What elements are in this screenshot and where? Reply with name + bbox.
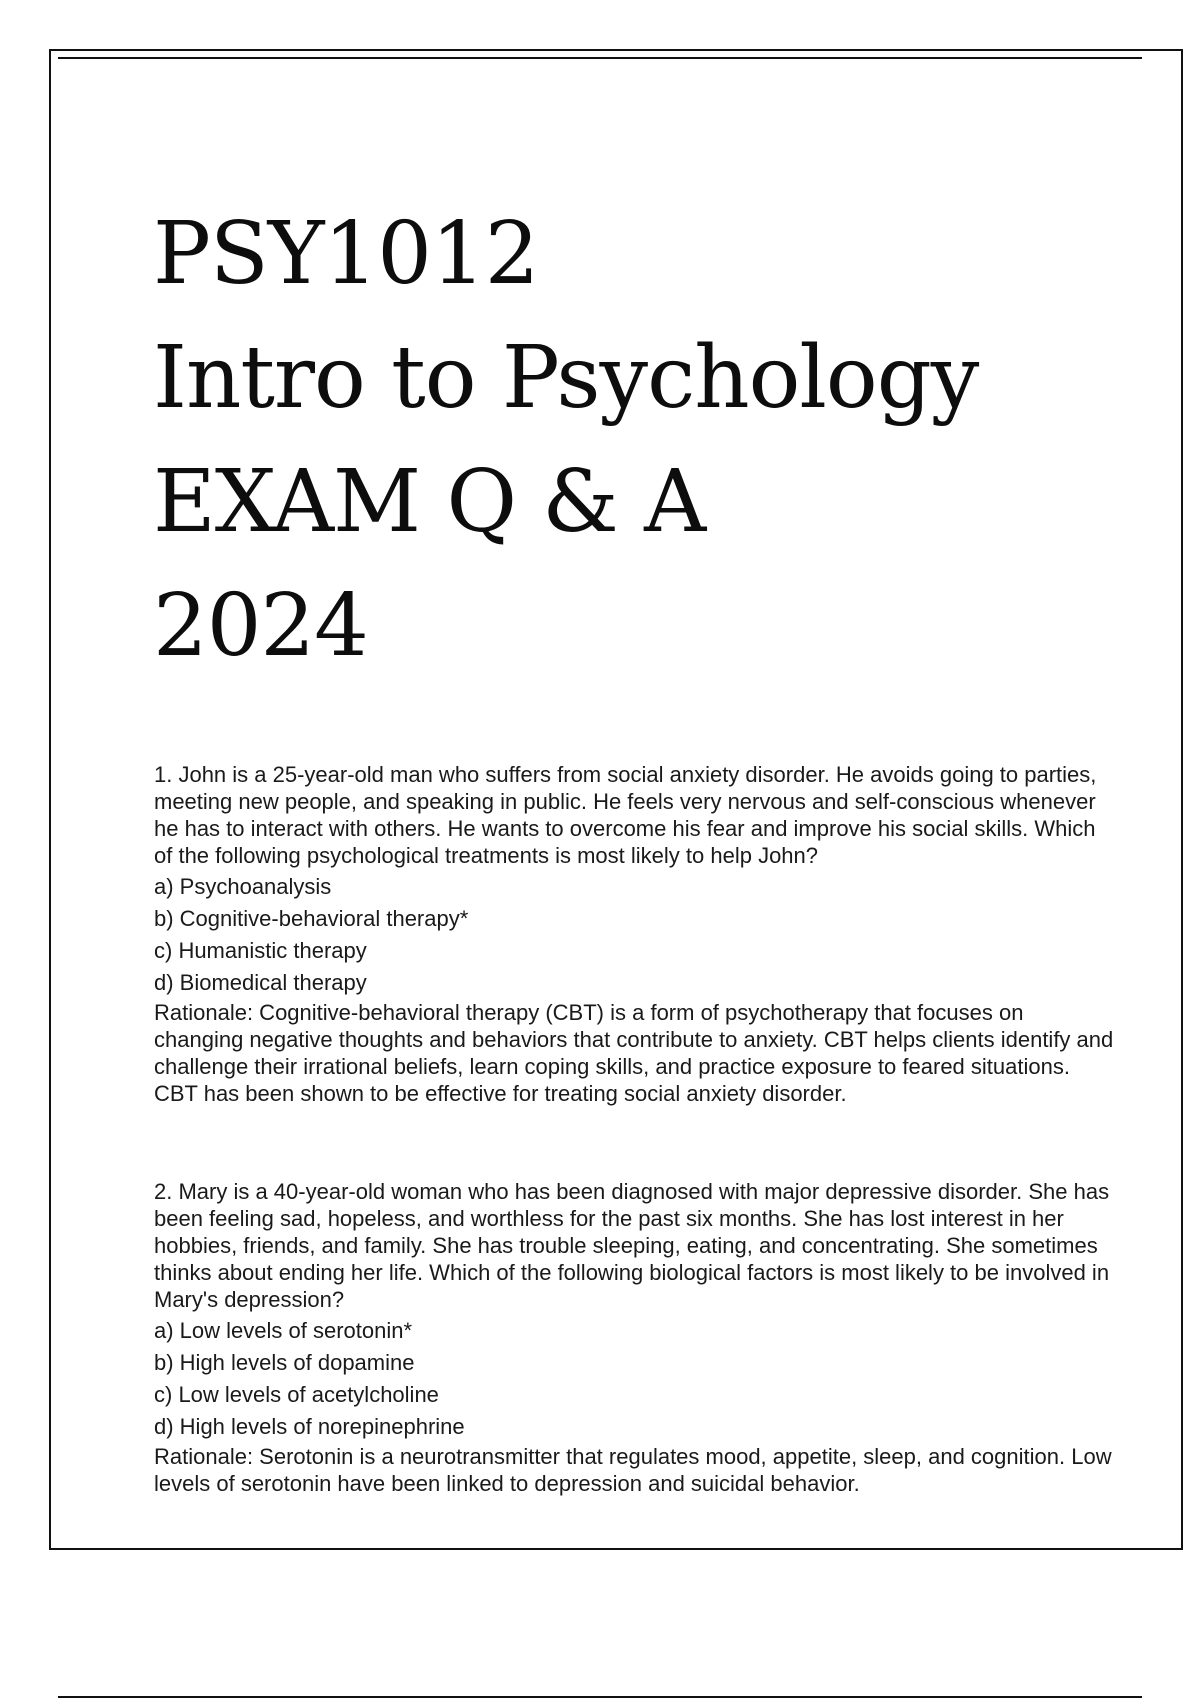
question-2-rationale: Rationale: Serotonin is a neurotransmitter that regulates mood, appetite, sleep, and cognition. Low levels of serotonin have been linked to depression and suicidal behavior. (154, 1444, 1112, 1496)
question-2-option-c: c) Low levels of acetylcholine (154, 1382, 439, 1407)
title-line-course-code: PSY1012 (153, 204, 539, 304)
question-1 (154, 761, 1114, 1107)
document-title (153, 192, 978, 688)
question-2-stem: 2. Mary is a 40-year-old woman who has been diagnosed with major depressive disorder. She has been feeling sad, hopeless, and worthless for the past six months. She has lost interest in her hobbies, friends, and family. She has trouble sleeping, eating, and concentrating. She sometimes thinks about ending her life. Which of the following biological factors is most likely to be involved in Mary's depression? (154, 1179, 1110, 1312)
question-1-option-d: d) Biomedical therapy (154, 970, 367, 995)
question-1-stem: 1. John is a 25-year-old man who suffers from social anxiety disorder. He avoids going to parties, meeting new people, and speaking in public. He feels very nervous and self-conscious whenever he has to interact with others. He wants to overcome his fear and improve his social skills. Which of the following psychological treatments is most likely to help John? (154, 762, 1097, 868)
question-1-option-b: b) Cognitive-behavioral therapy* (154, 906, 469, 931)
bottom-divider (58, 1696, 1142, 1698)
question-2 (154, 1178, 1114, 1497)
question-1-rationale: Rationale: Cognitive-behavioral therapy (CBT) is a form of psychotherapy that focuses on changing negative thoughts and behaviors that contribute to anxiety. CBT helps clients identify and challenge their irrational beliefs, learn coping skills, and practice exposure to feared situations. CBT has been shown to be effective for treating social anxiety disorder. (154, 1000, 1114, 1106)
title-line-course-name: Intro to Psychology (153, 328, 979, 428)
question-1-option-c: c) Humanistic therapy (154, 938, 367, 963)
title-line-year: 2024 (153, 576, 368, 676)
title-line-exam: EXAM Q & A (153, 452, 706, 552)
top-divider (58, 57, 1142, 59)
question-2-option-a: a) Low levels of serotonin* (154, 1318, 413, 1343)
question-2-option-d: d) High levels of norepinephrine (154, 1414, 465, 1439)
question-1-option-a: a) Psychoanalysis (154, 874, 332, 899)
question-2-option-b: b) High levels of dopamine (154, 1350, 415, 1375)
